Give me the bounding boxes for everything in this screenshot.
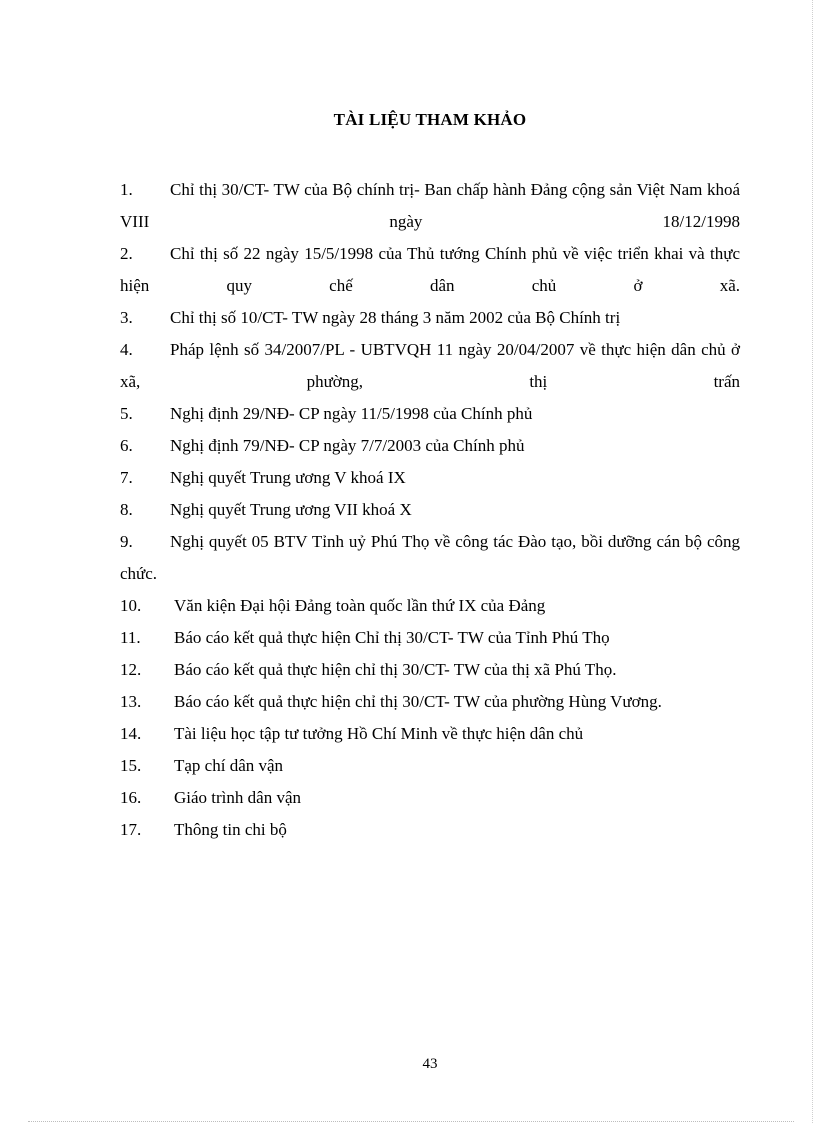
reference-item: [120, 238, 740, 302]
reference-item: [120, 686, 740, 718]
reference-number: 3.: [120, 308, 133, 327]
page-right-border: [812, 0, 813, 1123]
reference-text: Tạp chí dân vận: [174, 756, 284, 775]
page-bottom-border: [28, 1121, 794, 1122]
reference-text: Nghị quyết Trung ương VII khoá X: [170, 500, 412, 519]
reference-item: [120, 590, 740, 622]
reference-number: 14.: [120, 724, 142, 743]
reference-text: Văn kiện Đại hội Đảng toàn quốc lần thứ IX của Đảng: [174, 596, 546, 615]
reference-text: Nghị định 29/NĐ- CP ngày 11/5/1998 của Chính phủ: [170, 404, 533, 423]
reference-number: 4.: [120, 340, 133, 359]
reference-text: Chỉ thị số 10/CT- TW ngày 28 tháng 3 năm 2002 của Bộ Chính trị: [170, 308, 621, 327]
reference-number: 17.: [120, 820, 142, 839]
reference-item: [120, 654, 740, 686]
reference-item: [120, 622, 740, 654]
reference-number: 12.: [120, 660, 142, 679]
reference-item: [120, 494, 740, 526]
reference-list: [120, 174, 740, 846]
reference-text: Giáo trình dân vận: [174, 788, 301, 807]
reference-text: Nghị quyết 05 BTV Tỉnh uỷ Phú Thọ về công tác Đào tạo, bồi dưỡng cán bộ công chức.: [120, 532, 740, 583]
reference-number: 15.: [120, 756, 142, 775]
reference-text: Nghị định 79/NĐ- CP ngày 7/7/2003 của Chính phủ: [170, 436, 525, 455]
reference-item: [120, 430, 740, 462]
reference-item: [120, 718, 740, 750]
reference-number: 13.: [120, 692, 142, 711]
reference-item: [120, 462, 740, 494]
reference-text: Báo cáo kết quả thực hiện Chỉ thị 30/CT- TW của Tỉnh Phú Thọ: [174, 628, 610, 647]
page-title: TÀI LIỆU THAM KHẢO: [333, 110, 527, 129]
reference-item: [120, 302, 740, 334]
reference-number: 8.: [120, 500, 133, 519]
reference-number: 11.: [120, 628, 141, 647]
reference-text: Nghị quyết Trung ương V khoá IX: [170, 468, 406, 487]
reference-text: Pháp lệnh số 34/2007/PL - UBTVQH 11 ngày 20/04/2007 về thực hiện dân chủ ở xã, phường, thị trấn: [120, 340, 740, 391]
reference-number: 1.: [120, 180, 133, 199]
reference-number: 2.: [120, 244, 133, 263]
reference-text: Chỉ thị số 22 ngày 15/5/1998 của Thủ tướng Chính phủ về việc triển khai và thực hiện quy chế dân chủ ở xã.: [120, 244, 740, 295]
reference-item: [120, 814, 740, 846]
reference-text: Báo cáo kết quả thực hiện chỉ thị 30/CT- TW của phường Hùng Vương.: [174, 692, 662, 711]
page-number: 43: [422, 1056, 438, 1072]
reference-number: 5.: [120, 404, 133, 423]
reference-item: [120, 750, 740, 782]
reference-text: Tài liệu học tập tư tưởng Hồ Chí Minh về thực hiện dân chủ: [174, 724, 584, 743]
reference-text: Thông tin chi bộ: [174, 820, 287, 839]
reference-item: [120, 334, 740, 398]
reference-number: 9.: [120, 532, 133, 551]
reference-text: Báo cáo kết quả thực hiện chỉ thị 30/CT- TW của thị xã Phú Thọ.: [174, 660, 617, 679]
reference-item: [120, 398, 740, 430]
reference-item: [120, 526, 740, 590]
reference-number: 6.: [120, 436, 133, 455]
reference-item: [120, 782, 740, 814]
reference-number: 7.: [120, 468, 133, 487]
reference-text: Chỉ thị 30/CT- TW của Bộ chính trị- Ban chấp hành Đảng cộng sản Việt Nam khoá VIII ngày 18/12/1998: [120, 180, 740, 231]
reference-item: [120, 174, 740, 238]
reference-number: 10.: [120, 596, 142, 615]
reference-number: 16.: [120, 788, 142, 807]
